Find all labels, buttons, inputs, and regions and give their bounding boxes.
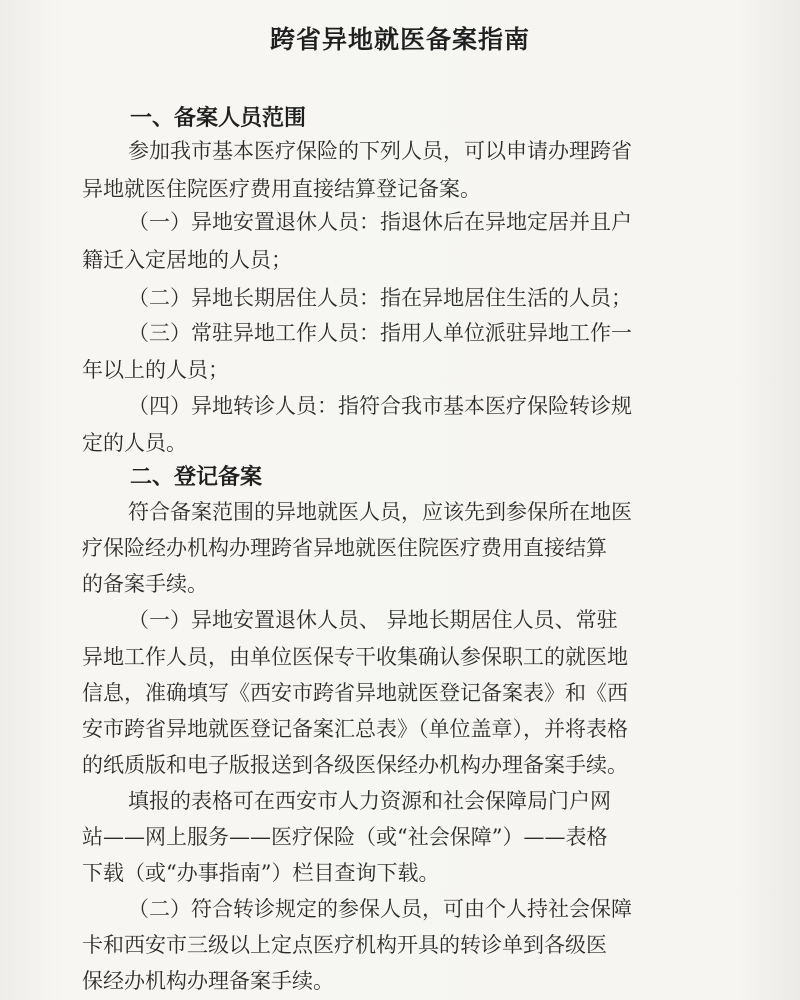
paragraph-line: 站——网上服务——医疗保险（或“社会保障”）——表格 bbox=[82, 825, 608, 849]
paragraph-line: 填报的表格可在西安市人力资源和社会保障局门户网 bbox=[128, 789, 611, 813]
document-title: 跨省异地就医备案指南 bbox=[269, 25, 530, 54]
section-heading: 二、登记备案 bbox=[130, 464, 263, 490]
paragraph-line: （二）符合转诊规定的参保人员，可由个人持社会保障 bbox=[128, 897, 632, 921]
paragraph-line: 安市跨省异地就医登记备案汇总表》（单位盖章），并将表格 bbox=[82, 717, 628, 741]
paragraph-line: 定的人员。 bbox=[82, 431, 187, 455]
paragraph-line: 籍迁入定居地的人员； bbox=[82, 248, 292, 272]
paragraph-line: （一）异地安置退休人员：指退休后在异地定居并且户 bbox=[128, 210, 632, 234]
paragraph-line: 年以上的人员； bbox=[82, 358, 229, 382]
paragraph-line: 异地就医住院医疗费用直接结算登记备案。 bbox=[82, 177, 481, 201]
paragraph-line: 卡和西安市三级以上定点医疗机构开具的转诊单到各级医 bbox=[82, 933, 607, 957]
paragraph-line: 疗保险经办机构办理跨省异地就医住院医疗费用直接结算 bbox=[82, 536, 607, 560]
paragraph-line: 异地工作人员，由单位医保专干收集确认参保职工的就医地 bbox=[82, 645, 628, 669]
paragraph-line: 的备案手续。 bbox=[82, 572, 208, 596]
paragraph-line: 下载（或“办事指南”）栏目查询下载。 bbox=[82, 861, 440, 885]
paragraph-line: （四）异地转诊人员：指符合我市基本医疗保险转诊规 bbox=[128, 394, 632, 418]
paragraph-line: 的纸质版和电子版报送到各级医保经办机构办理备案手续。 bbox=[82, 753, 628, 777]
paragraph-line: 参加我市基本医疗保险的下列人员，可以申请办理跨省 bbox=[128, 139, 632, 163]
section-heading: 一、备案人员范围 bbox=[130, 105, 307, 131]
paragraph-line: 符合备案范围的异地就医人员，应该先到参保所在地医 bbox=[128, 500, 632, 524]
paragraph-line: 保经办机构办理备案手续。 bbox=[82, 969, 334, 993]
paragraph-line: （三）常驻异地工作人员：指用人单位派驻异地工作一 bbox=[128, 321, 632, 345]
paragraph-line: （二）异地长期居住人员：指在异地居住生活的人员； bbox=[128, 286, 632, 310]
paragraph-line: （一）异地安置退休人员、 异地长期居住人员、常驻 bbox=[128, 608, 618, 632]
paragraph-line: 信息，准确填写《西安市跨省异地就医登记备案表》和《西 bbox=[82, 681, 628, 705]
